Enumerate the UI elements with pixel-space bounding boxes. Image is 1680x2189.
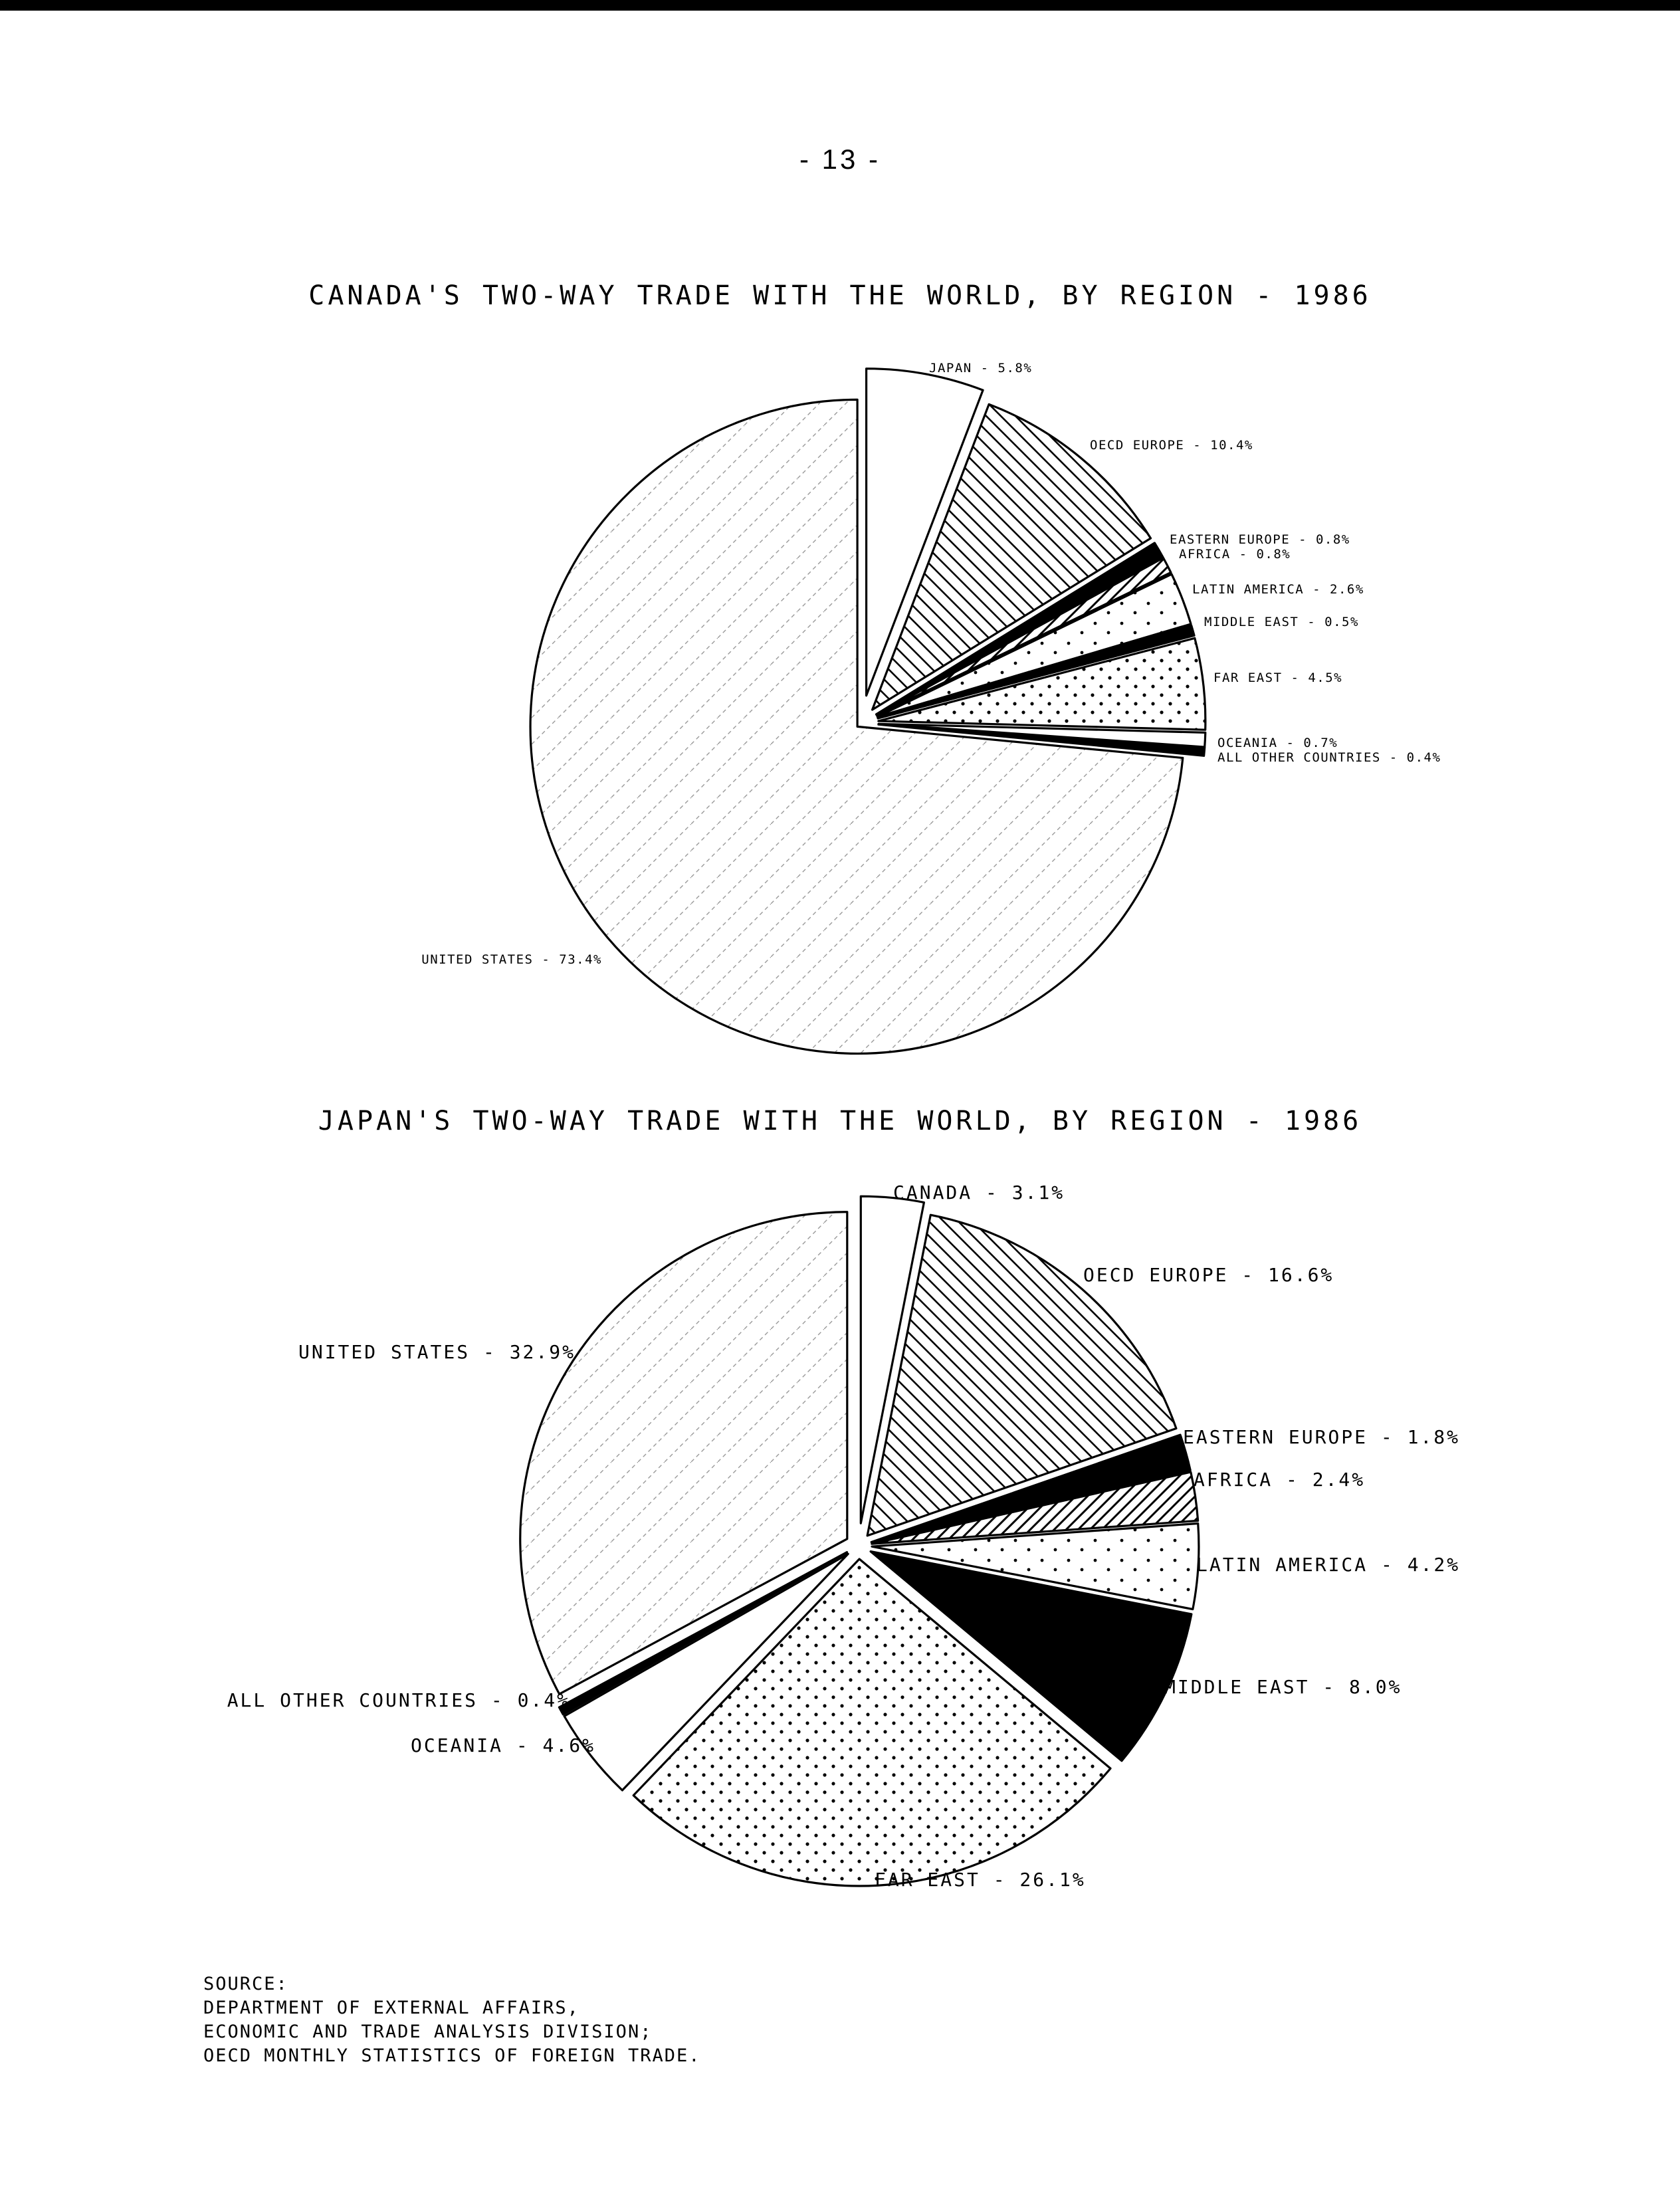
source-line: DEPARTMENT OF EXTERNAL AFFAIRS, [203, 1998, 579, 2018]
page-number: - 13 - [799, 144, 881, 175]
slice-label-eastern-europe: EASTERN EUROPE - 0.8% [1170, 532, 1350, 547]
slice-label-far-east: FAR EAST - 26.1% [875, 1869, 1086, 1891]
source-line: ECONOMIC AND TRADE ANALYSIS DIVISION; [203, 2022, 653, 2042]
slice-label-oceania: OCEANIA - 0.7% [1217, 736, 1338, 750]
slice-label-middle-east: MIDDLE EAST - 8.0% [1164, 1676, 1402, 1698]
canada-chart-title: CANADA'S TWO-WAY TRADE WITH THE WORLD, BY REGION - 1986 [308, 280, 1372, 311]
japan-chart-title: JAPAN'S TWO-WAY TRADE WITH THE WORLD, BY REGION - 1986 [318, 1106, 1362, 1136]
source-line: OECD MONTHLY STATISTICS OF FOREIGN TRADE. [203, 2045, 701, 2066]
source-note [203, 1972, 700, 2068]
slice-label-all-other-countries: ALL OTHER COUNTRIES - 0.4% [1217, 750, 1441, 765]
slice-label-middle-east: MIDDLE EAST - 0.5% [1204, 615, 1359, 629]
slice-label-united-states: UNITED STATES - 32.9% [298, 1341, 576, 1363]
slice-label-all-other-countries: ALL OTHER COUNTRIES - 0.4% [227, 1689, 570, 1711]
slice-label-oecd-europe: OECD EUROPE - 16.6% [1083, 1264, 1334, 1286]
slice-label-united-states: UNITED STATES - 73.4% [421, 952, 602, 967]
source-line: SOURCE: [203, 1974, 288, 1994]
slice-label-africa: AFRICA - 2.4% [1194, 1469, 1366, 1491]
slice-label-oecd-europe: OECD EUROPE - 10.4% [1090, 438, 1253, 453]
slice-label-oceania: OCEANIA - 4.6% [410, 1734, 595, 1756]
slice-label-far-east: FAR EAST - 4.5% [1213, 671, 1343, 685]
slice-label-latin-america: LATIN AMERICA - 2.6% [1192, 582, 1364, 597]
slice-label-africa: AFRICA - 0.8% [1179, 547, 1291, 562]
slice-label-latin-america: LATIN AMERICA - 4.2% [1196, 1554, 1461, 1576]
slice-label-eastern-europe: EASTERN EUROPE - 1.8% [1183, 1426, 1461, 1448]
slice-label-canada: CANADA - 3.1% [893, 1182, 1065, 1203]
slice-label-japan: JAPAN - 5.8% [929, 361, 1033, 375]
